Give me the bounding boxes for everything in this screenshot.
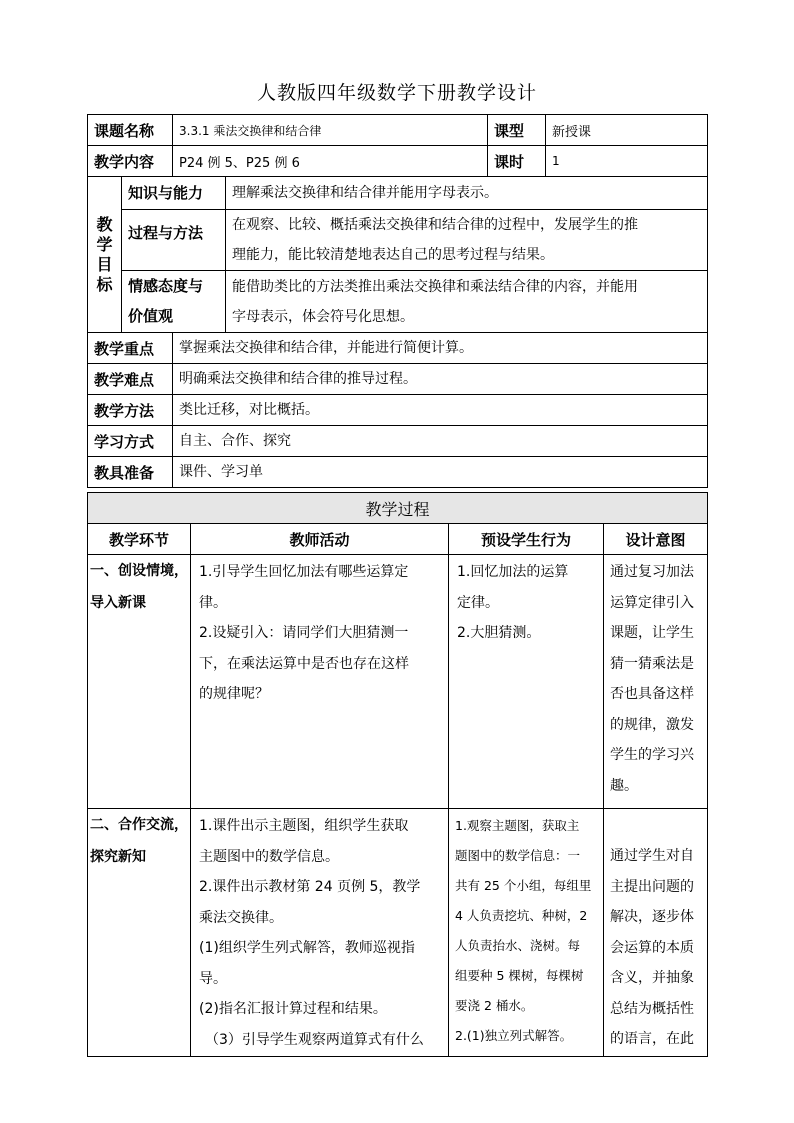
design-intent-line: 总结为概括性 — [610, 1000, 694, 1017]
stage-row — [88, 555, 708, 809]
design-intent-line: 含义，并抽象 — [610, 970, 694, 986]
design-intent-line: 趣。 — [610, 777, 638, 794]
stage-row — [88, 809, 708, 1057]
teacher-activity-line: 主题图中的数学信息。 — [199, 848, 339, 865]
stage-name — [88, 809, 191, 1057]
design-intent-line: 会运算的本质 — [610, 939, 694, 956]
type-value: 新授课 — [546, 115, 708, 146]
objective-label-line: 知识与能力 — [128, 184, 204, 202]
design-intent-line: 学生的学习兴 — [610, 747, 694, 763]
key-point-label: 教学重点 — [88, 333, 173, 364]
teacher-activity-line: 1.引导学生回忆加法有哪些运算定 — [199, 564, 409, 580]
design-intent-line: 否也具备这样 — [610, 686, 694, 702]
page-title: 人教版四年级数学下册教学设计 — [256, 82, 537, 104]
objective-label — [122, 177, 226, 210]
teacher-activity-line: (2)指名汇报计算过程和结果。 — [199, 1001, 387, 1017]
column-header-student: 预设学生行为 — [449, 524, 604, 555]
topic-row — [88, 115, 708, 146]
objective-row-process — [88, 210, 708, 271]
learning-mode-row — [88, 426, 708, 457]
design-intent-line: 主提出问题的 — [610, 878, 694, 895]
student-behavior-line: 组要种 5 棵树，每棵树 — [455, 968, 584, 983]
student-behavior-line: 定律。 — [457, 594, 499, 611]
process-header-row — [88, 524, 708, 555]
difficulty-row — [88, 364, 708, 395]
teacher-activity-line: 律。 — [199, 594, 227, 611]
method-label: 教学方法 — [88, 395, 173, 426]
process-title: 教学过程 — [88, 493, 708, 524]
objectives-label-char: 教 — [96, 214, 113, 234]
design-intent-line: 课题，让学生 — [610, 625, 694, 641]
design-intent-line: 通过复习加法 — [610, 564, 694, 580]
topic-label: 课题名称 — [88, 115, 173, 146]
student-behavior-line: 2.大胆猜测。 — [457, 625, 541, 641]
key-point-row — [88, 333, 708, 364]
objectives-label — [88, 177, 122, 333]
design-intent-line: 猜一猜乘法是 — [610, 655, 694, 672]
column-header-stage: 教学环节 — [88, 524, 191, 555]
content-value: P24 例 5、P25 例 6 — [173, 146, 488, 177]
student-behavior-line: 1.观察主题图，获取主 — [455, 818, 580, 833]
design-intent-line: 通过学生对自 — [610, 848, 694, 864]
difficulty-value: 明确乘法交换律和结合律的推导过程。 — [173, 364, 708, 395]
student-behavior-line: 4 人负责挖坑、种树，2 — [455, 908, 588, 923]
student-behavior — [449, 555, 604, 809]
teacher-activity-line: 下，在乘法运算中是否也存在这样 — [199, 655, 409, 672]
design-intent-line: 的规律，激发 — [610, 716, 694, 733]
student-behavior-line: 共有 25 个小组，每组里 — [455, 878, 592, 893]
hours-value: 1 — [546, 146, 708, 177]
teaching-process-table — [87, 492, 708, 1057]
column-header-intent: 设计意图 — [604, 524, 708, 555]
lesson-info-table — [87, 114, 708, 488]
stage-name-line: 导入新课 — [90, 595, 146, 611]
design-intent-line: 的语言，在此 — [610, 1031, 694, 1047]
column-header-teacher: 教师活动 — [191, 524, 449, 555]
design-intent-line: 运算定律引入 — [610, 594, 694, 611]
type-label: 课型 — [488, 115, 546, 146]
student-behavior — [449, 809, 604, 1057]
topic-value: 3.3.1 乘法交换律和结合律 — [173, 115, 488, 146]
student-behavior-line: 要浇 2 桶水。 — [455, 998, 534, 1013]
student-behavior-line: 1.回忆加法的运算 — [457, 564, 569, 580]
student-behavior-line: 2.(1)独立列式解答。 — [455, 1028, 573, 1043]
teacher-activity — [191, 555, 449, 809]
objective-text-line: 在观察、比较、概括乘法交换律和结合律的过程中，发展学生的推 — [232, 217, 639, 233]
objective-text — [226, 177, 708, 210]
materials-row — [88, 457, 708, 488]
objective-text — [226, 271, 708, 333]
materials-label: 教具准备 — [88, 457, 173, 488]
stage-name-line: 一、创设情境， — [90, 563, 188, 579]
teacher-activity-line: 的规律呢？ — [199, 686, 269, 702]
student-behavior-line: 人负责抬水、浇树。每 — [455, 938, 581, 953]
objective-text-line: 能借助类比的方法类推出乘法交换律和乘法结合律的内容，并能用 — [232, 278, 639, 295]
design-intent — [604, 555, 708, 809]
objective-text — [226, 210, 708, 271]
teacher-activity-line: 2.设疑引入：请同学们大胆猜测一 — [199, 625, 409, 641]
learning-mode-label: 学习方式 — [88, 426, 173, 457]
teacher-activity-line: 导。 — [199, 970, 227, 987]
teacher-activity — [191, 809, 449, 1057]
objective-label-line: 情感态度与 — [128, 277, 204, 295]
objective-label-line: 价值观 — [128, 307, 174, 325]
teacher-activity-line: （3）引导学生观察两道算式有什么 — [205, 1031, 424, 1048]
stage-name-line: 二、合作交流， — [90, 817, 188, 833]
objective-text-line: 字母表示，体会符号化思想。 — [232, 308, 415, 325]
teacher-activity-line: 1.课件出示主题图，组织学生获取 — [199, 818, 409, 834]
difficulty-label: 教学难点 — [88, 364, 173, 395]
method-row — [88, 395, 708, 426]
materials-value: 课件、学习单 — [173, 457, 708, 488]
stage-name — [88, 555, 191, 809]
content-row — [88, 146, 708, 177]
objectives-label-char: 标 — [96, 274, 113, 294]
teacher-activity-line: (1)组织学生列式解答，教师巡视指 — [199, 940, 415, 956]
teacher-activity-line: 乘法交换律。 — [199, 909, 283, 926]
process-title-row — [88, 493, 708, 524]
design-intent — [604, 809, 708, 1057]
content-label: 教学内容 — [88, 146, 173, 177]
method-value: 类比迁移，对比概括。 — [173, 395, 708, 426]
student-behavior-line: 题图中的数学信息：一 — [455, 848, 581, 863]
objective-label — [122, 271, 226, 333]
objective-text-line: 理解乘法交换律和结合律并能用字母表示。 — [232, 185, 499, 201]
key-point-value: 掌握乘法交换律和结合律，并能进行简便计算。 — [173, 333, 708, 364]
objective-text-line: 理能力，能比较清楚地表达自己的思考过程与结果。 — [232, 247, 555, 263]
objective-label-line: 过程与方法 — [128, 224, 204, 242]
objective-row-knowledge — [88, 177, 708, 210]
objectives-label-char: 目 — [96, 254, 113, 274]
design-intent-line: 解决，逐步体 — [610, 909, 694, 925]
stage-name-line: 探究新知 — [90, 849, 146, 865]
design-intent-line — [610, 811, 701, 841]
objective-row-attitude — [88, 271, 708, 333]
teacher-activity-line: 2.课件出示教材第 24 页例 5，教学 — [199, 879, 421, 895]
learning-mode-value: 自主、合作、探究 — [173, 426, 708, 457]
objective-label — [122, 210, 226, 271]
hours-label: 课时 — [488, 146, 546, 177]
objectives-label-char: 学 — [96, 234, 113, 254]
